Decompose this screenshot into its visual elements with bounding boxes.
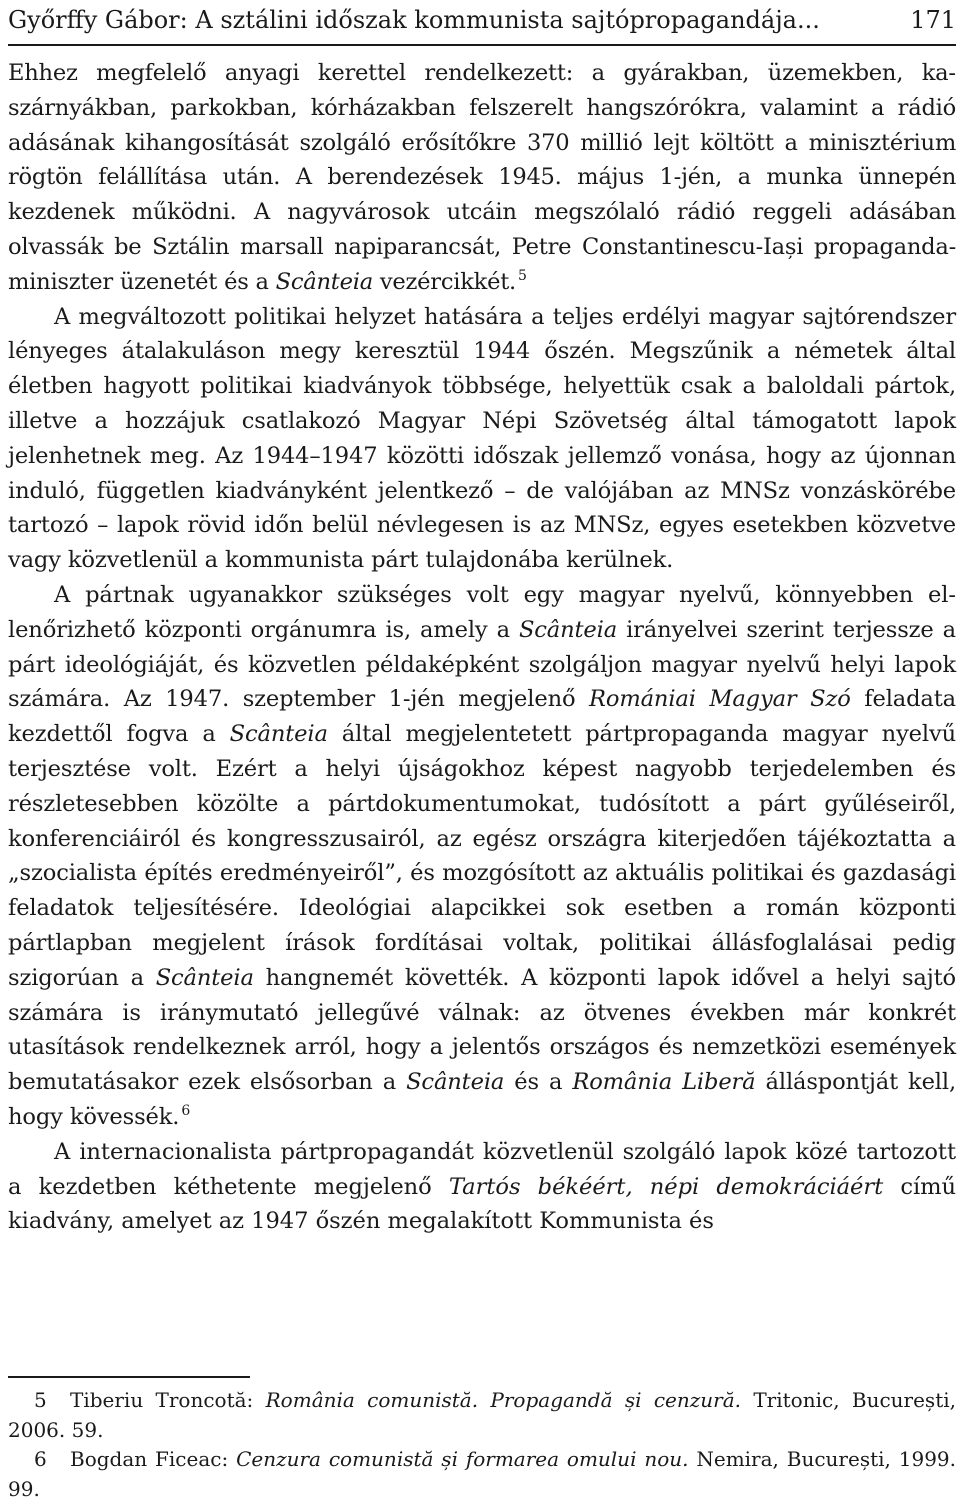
footnote (8, 1386, 956, 1445)
footnote-text (8, 1447, 956, 1501)
footnote-reference: 6 (181, 1102, 191, 1119)
text-run: Tiberiu Troncotă: (70, 1388, 266, 1412)
text-run: álláspontját kell, hogy kövessék. (8, 1069, 956, 1130)
text-run: vezércikkét. (372, 268, 516, 295)
running-title: Győrffy Gábor: A sztálini időszak kommunista sajtópropagandája... (8, 6, 820, 34)
text-run: című kiadvány, amelyet az 1947 őszén megalakított Kommunista és (8, 1173, 956, 1235)
italic-title: România Liberă (572, 1069, 756, 1096)
text-run: Nemira, București, 1999. 99. (8, 1447, 956, 1501)
text-run: A internacionalista pártpropagandát közvetlenül szolgáló lapok közé tartozott a kezdetben kéthetente megjelenő (8, 1138, 956, 1200)
paragraph (8, 1135, 956, 1239)
italic-title: România comunistă. Propagandă și cenzură. (265, 1388, 742, 1412)
text-run: Bogdan Ficeac: (70, 1447, 237, 1471)
text-run: Ehhez megfelelő anyagi kerettel rendelkezett: a gyárakban, üzemekben, kaszárnyákban, parkokban, kórházakban felszerelt hangszórókra, valamint a rádió adásának kihangosítását szolgáló erősítőkre 370 millió lejt költött a minisztérium rögtön felállítása után. A berendezések 1945. május 1-jén, a munka ünnepén kezdenek működni. A nagyvárosok utcáin megszólaló rádió reggeli adásában olvassák be Sztálin marsall napiparancsát, Petre Constantinescu-Iași propaganda-miniszter üzenetét és a (8, 60, 956, 295)
body-text (8, 56, 956, 1239)
italic-title: Romániai Magyar Szó (589, 686, 851, 713)
text-run: Tritonic, București, 2006. 59. (8, 1388, 956, 1442)
text-run: feladata kezdettől fogva a (8, 686, 956, 748)
footnotes (8, 1386, 956, 1504)
text-run: és a (504, 1069, 573, 1096)
footnote (8, 1445, 956, 1504)
paragraph (8, 56, 956, 300)
book-page (8, 0, 956, 1512)
footnote-rule (8, 1376, 250, 1378)
footnote-number: 5 (34, 1388, 47, 1412)
paragraph (8, 300, 956, 578)
paragraph (8, 578, 956, 1135)
italic-title: Scânteia (229, 721, 328, 748)
text-run: hangnemét követték. A központi lapok idővel a helyi sajtó számára is iránymutató jellegűvé válnak: az ötvenes években már konkrét utasítások rendelkeznek arról, hogy a jelentős országos és nemzetközi események bemutatásakor ezek elsősorban a (8, 964, 956, 1096)
footnote-text (8, 1388, 956, 1442)
text-run: által megjelentetett pártpropaganda magyar nyelvű terjesztése volt. Ezért a helyi újságokhoz képest nagyobb terjedelemben és részletesebben közölte a pártdokumentumokat, tudósított a párt gyűléseiről, konferenciáiról és kongresszusairól, az egész országra kiterjedően tájékoztatta a „szocialista építés eredményeiről”, és mozgósított az aktuális politikai és gazdasági feladatok teljesítésére. Ideológiai alapcikkei sok esetben a román központi pártlapban megjelent írások fordításai voltak, politikai állásfoglalásai pedig szigorúan a (8, 721, 956, 991)
italic-title: Scânteia (406, 1069, 505, 1096)
running-head (8, 4, 956, 40)
footnote-number: 6 (34, 1447, 47, 1471)
footnote-reference: 5 (517, 267, 527, 284)
italic-title: Cenzura comunistă și formarea omului nou. (236, 1447, 689, 1471)
italic-title: Tartós békéért, népi demokráciáért (448, 1173, 884, 1200)
italic-title: Scânteia (275, 268, 373, 295)
header-rule (8, 44, 956, 46)
text-run: irányelvei szerint terjessze a párt ideológiáját, és közvetlen példaképként szolgáljon magyar nyelvű helyi lapok számára. Az 1947. szeptember 1-jén megjelenő (8, 616, 956, 713)
text-run: A megváltozott politikai helyzet hatására a teljes erdélyi magyar sajtórendszer lényeges átalakuláson megy keresztül 1944 őszén. Megszűnik a németek által életben hagyott politikai kiadványok többsége, helyettük csak a baloldali pártok, illetve a hozzájuk csatlakozó Magyar Népi Szövetség által támogatott lapok jelenhetnek meg. Az 1944–1947 közötti időszak jellemző vonása, hogy az újonnan induló, független kiadványként jelentkező – de valójában az MNSz vonzáskörébe tartozó – lapok rövid időn belül névlegesen is az MNSz, egyes esetekben közvetve vagy közvetlenül a kommunista párt tulajdonába kerülnek. (8, 303, 956, 574)
text-run: A pártnak ugyanakkor szükséges volt egy magyar nyelvű, könnyebben ellenőrizhető központi orgánumra is, amely a (8, 581, 956, 643)
italic-title: Scânteia (155, 964, 254, 991)
italic-title: Scânteia (518, 616, 618, 643)
page-number: 171 (910, 6, 956, 34)
